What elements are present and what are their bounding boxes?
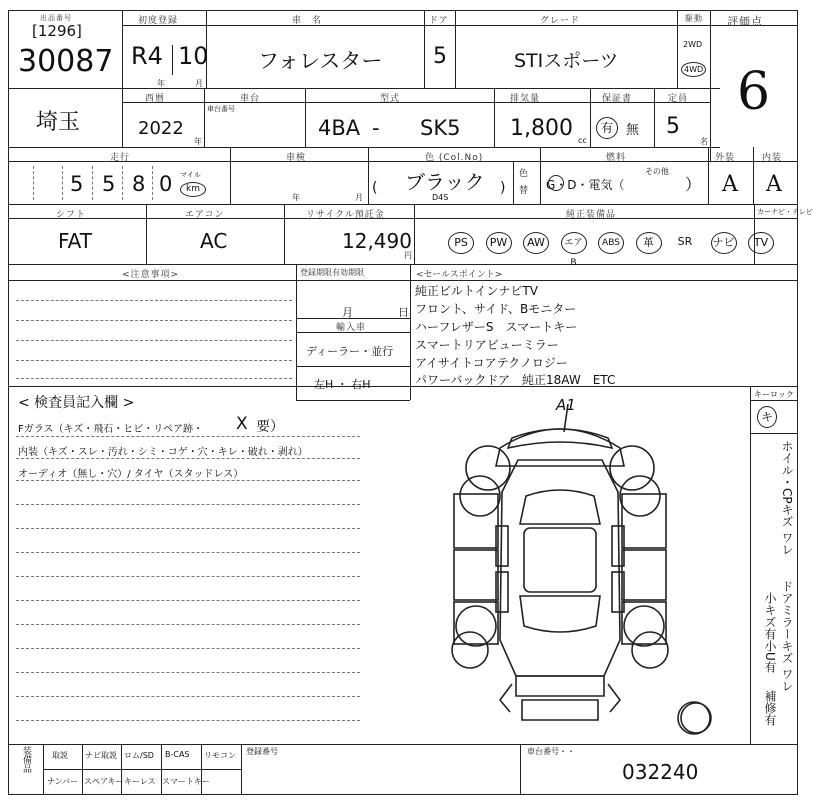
chassis-no-value: 032240 <box>622 760 699 784</box>
inspection-title: < 検査員記入欄 > <box>18 395 135 411</box>
door-label: ドア <box>429 16 449 26</box>
sales-point: アイサイトコアテクノロジー <box>415 356 568 370</box>
grade-label: グレード <box>540 16 581 26</box>
model-code: SK5 <box>420 116 461 140</box>
exterior-label: 外装 <box>715 153 736 163</box>
spare-tire <box>678 700 718 740</box>
chassis-no-label: 車台番号・・ <box>527 747 575 756</box>
mileage-digit: 0 <box>159 172 173 196</box>
fuel-selected-circle <box>548 175 564 191</box>
fuel-close: ） <box>685 175 702 194</box>
fuel-other-label: その他 <box>645 167 669 176</box>
exterior-value: A <box>722 172 738 197</box>
interior-label: 内装 <box>762 153 783 163</box>
doors-value: 5 <box>433 44 447 69</box>
model-year-unit: 年 <box>194 137 202 146</box>
grade-value: STIスポーツ <box>514 50 619 72</box>
shift-label: シフト <box>56 210 87 220</box>
shift-value: FAT <box>58 229 93 253</box>
warranty-label: 保証書 <box>602 94 633 104</box>
lot-bracket: [1296] <box>32 22 82 40</box>
interior-line: 内装（キズ・スレ・汚れ・シミ・コゲ・穴・キレ・破れ・剥れ） <box>18 447 308 458</box>
fuel-label: 燃料 <box>606 153 627 163</box>
sales-label: <セールスポイント> <box>416 270 503 280</box>
extra-label: カーナビ・テレビ <box>757 208 813 216</box>
mileage-digit: 5 <box>102 172 116 196</box>
cc-unit: cc <box>578 136 587 145</box>
footer-item: リモコン <box>204 751 236 760</box>
reg-day-unit: 日 <box>398 306 409 319</box>
capacity-unit: 名 <box>700 137 708 146</box>
displacement-value: 1,800 <box>510 116 573 141</box>
footer-item: ナビ取説 <box>85 751 117 760</box>
inspection-year-unit: 年 <box>292 193 300 202</box>
glass-mark-suffix: 要） <box>256 419 284 435</box>
reg-deadline-label: 登録期限有効期限 <box>300 268 364 277</box>
model-prefix: 4BA <box>318 116 361 140</box>
footer-item: 取説 <box>52 751 68 760</box>
model-dash: - <box>372 116 380 140</box>
side-vertical-3: 小キズ有 <box>763 592 777 640</box>
color-value: ブラック <box>405 170 485 194</box>
model-year: 2022 <box>138 118 184 139</box>
equipment-item: PW <box>486 232 512 254</box>
equipment-label: 純正装備品 <box>566 210 617 220</box>
glass-line: Fガラス（キズ・飛石・ヒビ・リペア跡・ <box>18 424 204 435</box>
side-vertical-2: ドアミラーキズ ワレ <box>780 580 794 692</box>
footer-item: スマートキー <box>162 777 210 786</box>
model-year-label: 西暦 <box>145 94 166 104</box>
month-unit: 月 <box>195 79 203 88</box>
equipment-item: 革 <box>636 232 662 254</box>
score-label: 評価点 <box>727 15 763 28</box>
drive-label: 駆動 <box>685 14 703 23</box>
reg-month-unit: 月 <box>342 306 353 319</box>
equipment-item: エアB <box>561 232 587 254</box>
color-label: 色 (Col.No) <box>425 153 484 163</box>
color-change-label: 色替 <box>519 169 529 196</box>
equipment-item: SR <box>677 235 693 248</box>
score-value: 6 <box>737 62 771 122</box>
first-reg-month: 10 <box>178 42 209 70</box>
equipment-item: ABS <box>598 232 624 254</box>
sales-point: 純正ビルトインナビTV <box>415 284 538 298</box>
capacity-value: 5 <box>666 114 680 139</box>
notes-label: <注意事項> <box>122 270 180 280</box>
car-diagram <box>440 400 680 740</box>
car-name-label: 車 名 <box>292 16 323 26</box>
diagram-mark: A1 <box>556 396 576 414</box>
audio-line: オーディオ（無し・穴）/ タイヤ（スタッドレス） <box>18 469 244 480</box>
region-value: 埼玉 <box>36 110 81 135</box>
sales-point: ハーフレザーS スマートキー <box>415 320 578 334</box>
fuel-options: G・D・電気（ <box>546 178 625 192</box>
footer-side-label: 装備品 <box>21 746 31 773</box>
model-label: 型式 <box>380 94 401 104</box>
recycle-label: リサイクル預託金 <box>306 210 385 220</box>
footer-item: B-CAS <box>165 750 190 759</box>
mileage-unit-top: マイル <box>180 171 201 179</box>
footer-item: キーレス <box>124 777 156 786</box>
import-dealer: ディーラー・並行 <box>306 345 394 358</box>
capacity-label: 定員 <box>668 94 689 104</box>
side-vertical-5: 補修有 <box>763 690 777 726</box>
mileage-unit: km <box>180 182 206 197</box>
handle-label: 左H ・ 右H <box>314 378 371 391</box>
lot-number: 30087 <box>18 44 114 79</box>
equipment-item: TV <box>748 232 774 254</box>
mileage-label: 走行 <box>110 153 131 163</box>
color-code: D4S <box>432 193 449 202</box>
warranty-no: 無 <box>626 123 640 138</box>
equipment-item: PS <box>448 232 474 254</box>
reg-number-label: 登録番号 <box>246 747 278 756</box>
warranty-yes: 有 <box>596 117 618 139</box>
recycle-value: 12,490 <box>342 229 412 253</box>
aircon-label: エアコン <box>185 210 225 220</box>
mileage-digit: 8 <box>132 172 146 196</box>
first-reg-label: 初度登録 <box>138 16 179 26</box>
first-reg-era: R4 <box>131 42 163 70</box>
sales-point: フロント、サイド、Bモニター <box>415 302 577 316</box>
chassis-sub: 車台番号 <box>207 105 235 113</box>
key-lock-mark: キ <box>757 406 777 428</box>
footer-item: ナンバー <box>47 777 79 786</box>
chassis-label: 車台 <box>240 94 261 104</box>
side-vertical-1: ホイル・CPキズ ワレ <box>780 440 794 556</box>
drive-4wd: 4WD <box>681 62 706 77</box>
equipment-item: ナビ <box>711 232 737 254</box>
yen-unit: 円 <box>404 251 412 260</box>
import-label: 輸入車 <box>336 323 367 333</box>
sales-point: パワーバックドア 純正18AW ETC <box>415 373 616 387</box>
car-name: フォレスター <box>258 49 383 73</box>
lot-label: 出品番号 <box>40 14 72 22</box>
aircon-value: AC <box>200 229 228 253</box>
inspection-label: 車検 <box>286 153 307 163</box>
sales-point: スマートリアビューミラー <box>415 338 559 352</box>
displacement-label: 排気量 <box>510 94 541 104</box>
year-unit: 年 <box>157 79 165 88</box>
drive-2wd: 2WD <box>683 40 703 49</box>
mileage-digit: 5 <box>70 172 84 196</box>
footer-item: スペアキー <box>84 777 124 786</box>
inspection-month-unit: 月 <box>355 193 363 202</box>
side-vertical-4: 小U有 <box>763 640 777 673</box>
key-lock-label: キーロック <box>754 390 794 399</box>
glass-mark: X <box>236 414 248 434</box>
footer-item: ロム/SD <box>124 751 154 760</box>
equipment-item: AW <box>523 232 549 254</box>
interior-value: A <box>766 172 782 197</box>
